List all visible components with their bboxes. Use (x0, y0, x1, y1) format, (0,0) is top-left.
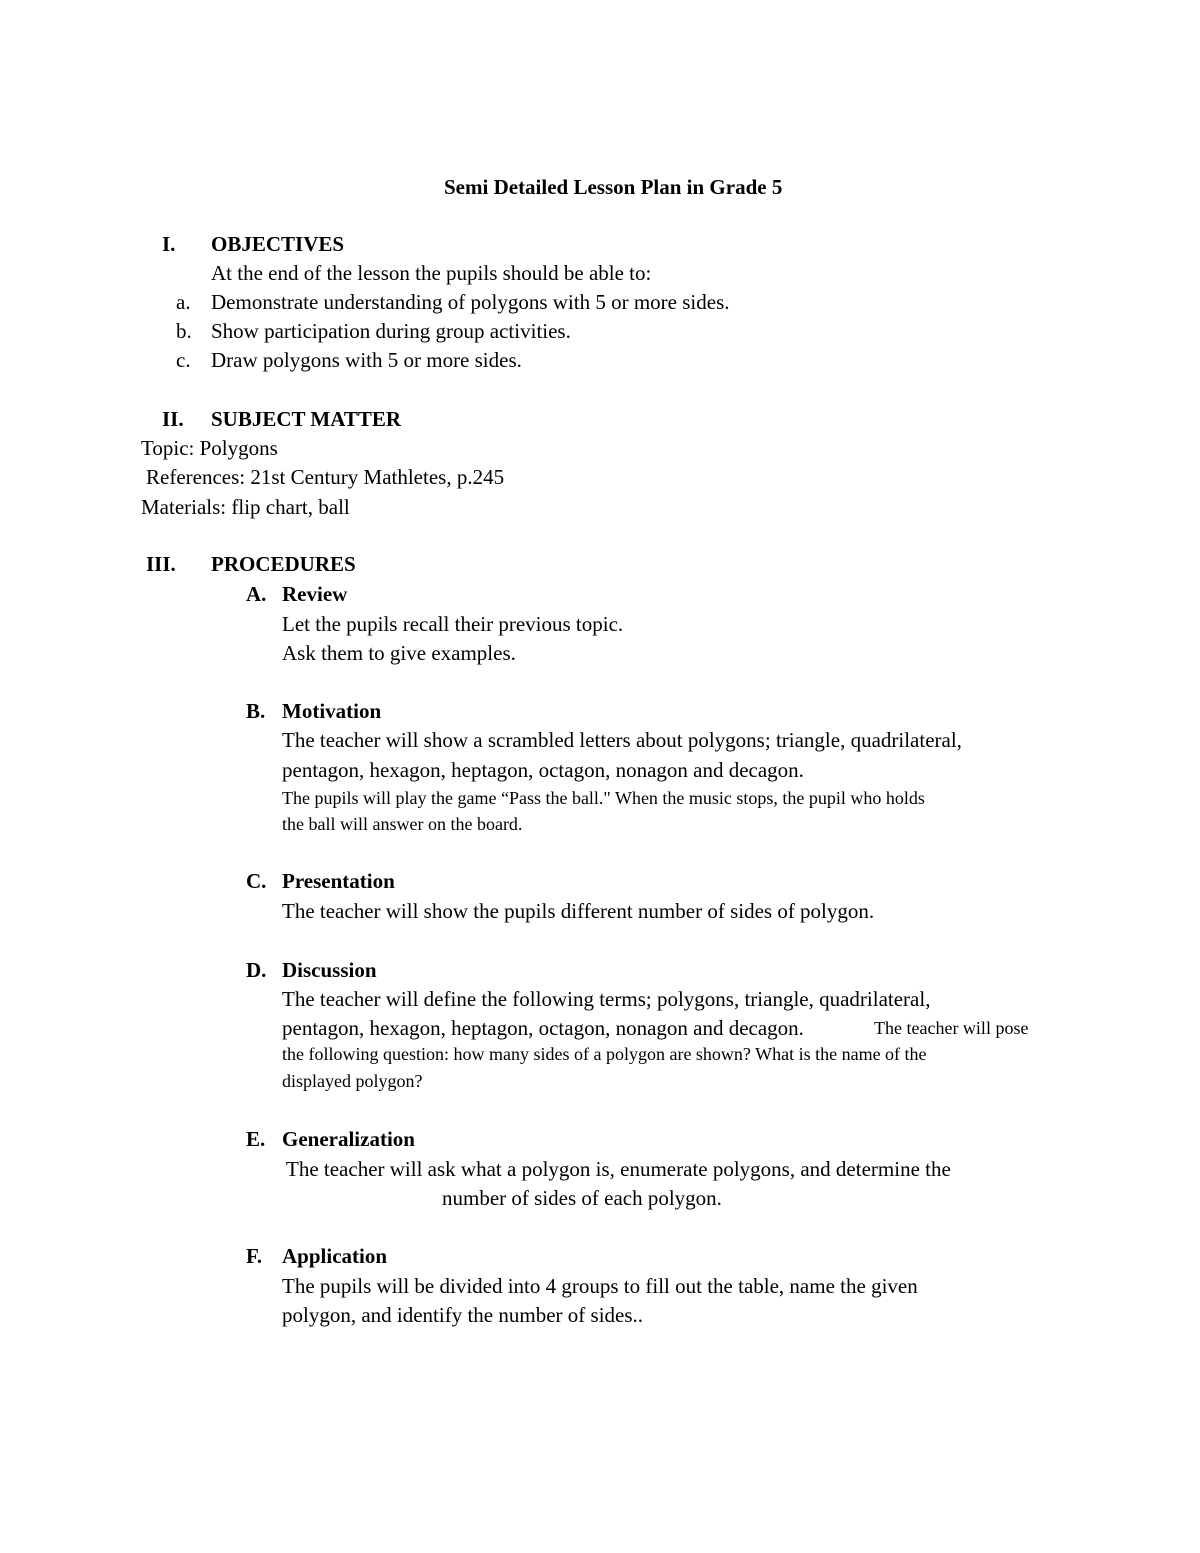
objective-item: Draw polygons with 5 or more sides. (211, 348, 522, 372)
review-line: Ask them to give examples. (282, 641, 516, 665)
subject-materials: Materials: flip chart, ball (141, 495, 350, 519)
presentation-heading: Presentation (282, 869, 395, 893)
discussion-line: the following question: how many sides of a polygon are shown? What is the name of the (282, 1044, 927, 1064)
motivation-line: The teacher will show a scrambled letters about polygons; triangle, quadrilateral, (282, 728, 962, 752)
objective-item: Show participation during group activities. (211, 319, 571, 343)
discussion-letter: D. (246, 958, 267, 982)
generalization-line: number of sides of each polygon. (442, 1186, 722, 1210)
objective-marker: c. (176, 348, 191, 372)
application-line: The pupils will be divided into 4 groups to fill out the table, name the given (282, 1274, 918, 1298)
procedures-numeral: III. (146, 552, 176, 576)
subject-topic: Topic: Polygons (141, 436, 278, 460)
generalization-letter: E. (246, 1127, 266, 1151)
procedures-heading: PROCEDURES (211, 552, 356, 576)
generalization-heading: Generalization (282, 1127, 415, 1151)
motivation-line: The pupils will play the game “Pass the ball." When the music stops, the pupil who holds (282, 788, 925, 808)
objectives-intro: At the end of the lesson the pupils should be able to: (211, 261, 652, 285)
subject-matter-heading: SUBJECT MATTER (211, 407, 402, 431)
objectives-numeral: I. (162, 232, 176, 256)
motivation-line: pentagon, hexagon, heptagon, octagon, nonagon and decagon. (282, 758, 804, 782)
generalization-line: The teacher will ask what a polygon is, enumerate polygons, and determine the (286, 1157, 951, 1181)
discussion-line: The teacher will pose (874, 1018, 1029, 1038)
application-line: polygon, and identify the number of sides.. (282, 1303, 644, 1327)
presentation-letter: C. (246, 869, 267, 893)
application-heading: Application (282, 1244, 388, 1268)
application-letter: F. (246, 1244, 263, 1268)
review-letter: A. (246, 582, 267, 606)
objectives-heading: OBJECTIVES (211, 232, 345, 256)
review-heading: Review (282, 582, 348, 606)
motivation-letter: B. (246, 699, 266, 723)
motivation-heading: Motivation (282, 699, 382, 723)
motivation-line: the ball will answer on the board. (282, 814, 523, 834)
discussion-line: pentagon, hexagon, heptagon, octagon, nonagon and decagon. (282, 1016, 804, 1040)
presentation-line: The teacher will show the pupils different number of sides of polygon. (282, 899, 875, 923)
objective-item: Demonstrate understanding of polygons with 5 or more sides. (211, 290, 730, 314)
subject-matter-numeral: II. (162, 407, 184, 431)
document-title: Semi Detailed Lesson Plan in Grade 5 (444, 175, 783, 199)
discussion-line: The teacher will define the following terms; polygons, triangle, quadrilateral, (282, 987, 931, 1011)
review-line: Let the pupils recall their previous topic. (282, 612, 624, 636)
subject-references: References: 21st Century Mathletes, p.245 (146, 465, 505, 489)
discussion-line: displayed polygon? (282, 1071, 423, 1091)
objective-marker: a. (176, 290, 191, 314)
objective-marker: b. (176, 319, 192, 343)
discussion-heading: Discussion (282, 958, 377, 982)
